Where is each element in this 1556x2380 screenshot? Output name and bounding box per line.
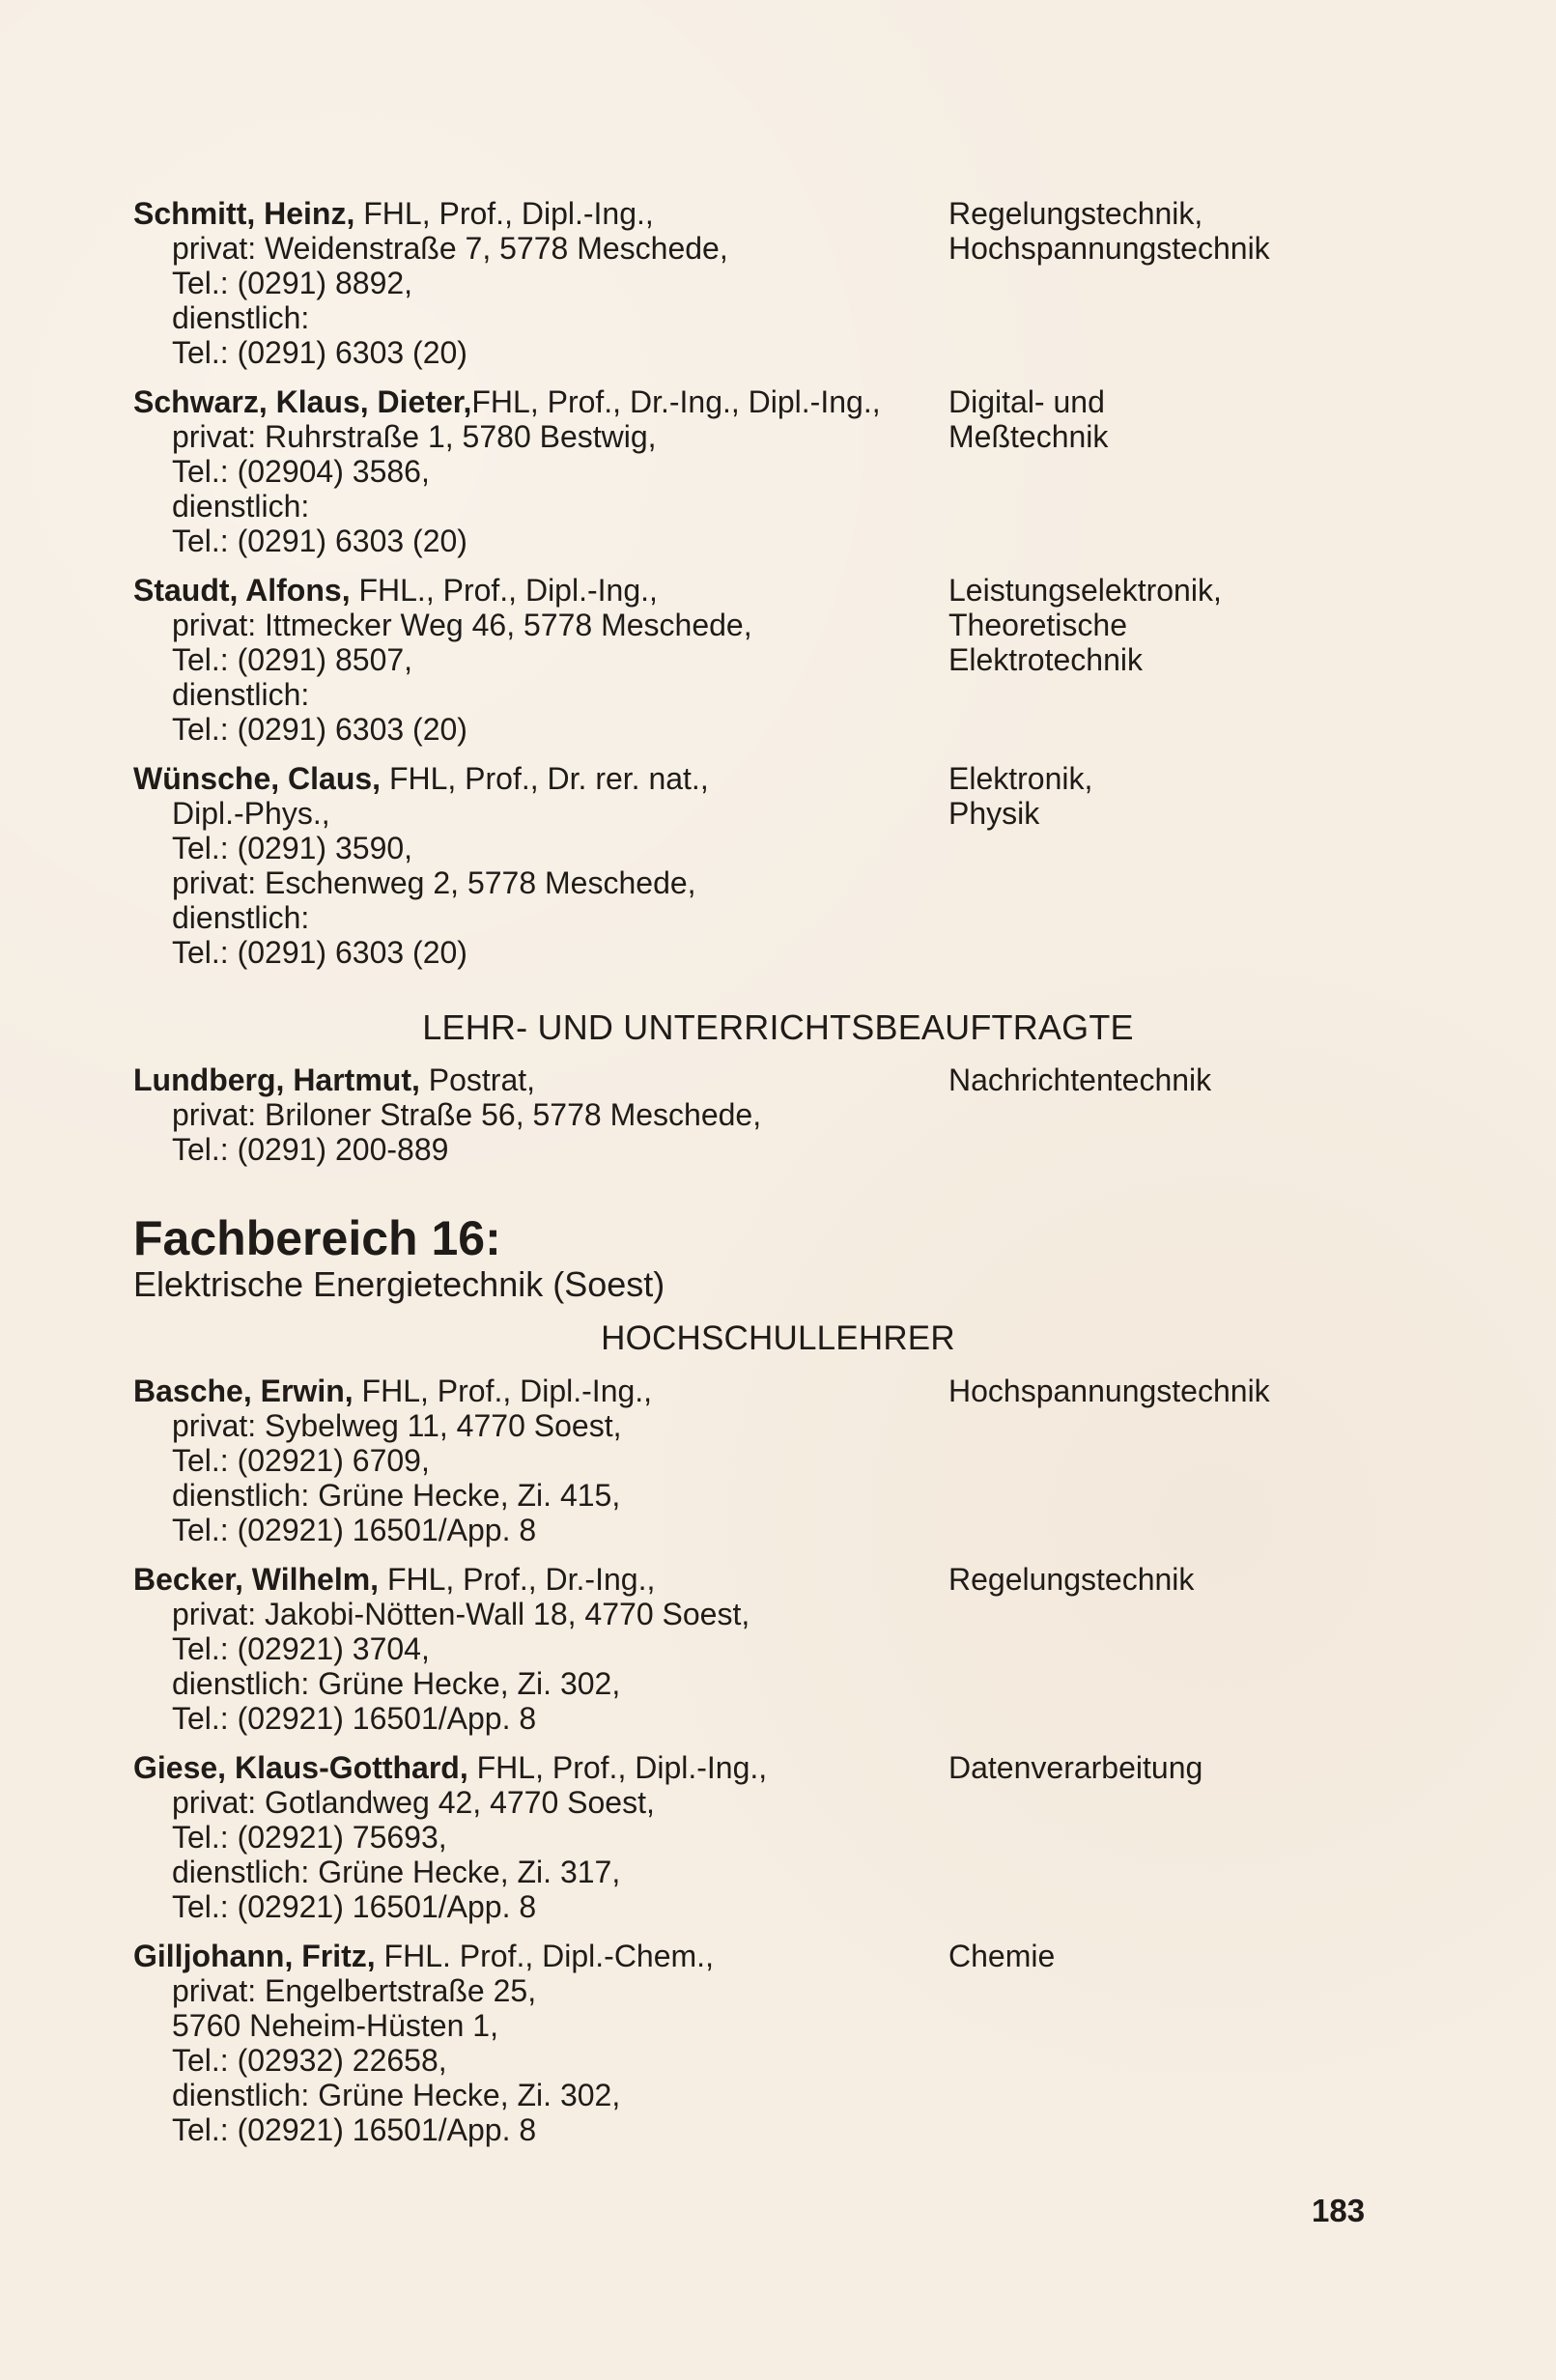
entry-line: privat: Sybelweg 11, 4770 Soest,: [172, 1408, 622, 1443]
person-title: Postrat,: [419, 1062, 536, 1097]
person-name: Gilljohann, Fritz,: [133, 1939, 376, 1973]
entry-line: Tel.: (02921) 3704,: [172, 1631, 430, 1666]
entry-head-line: [133, 1374, 925, 1408]
page-number: 183: [1312, 2193, 1366, 2228]
person-title: FHL, Prof., Dipl.-Ing.,: [354, 196, 654, 231]
subject-line: Hochspannungstechnik: [948, 231, 1270, 266]
subject-line: Regelungstechnik: [948, 1562, 1195, 1597]
entry-line: 5760 Neheim-Hüsten 1,: [172, 2008, 498, 2043]
subject-column: [948, 196, 1364, 266]
subject-line: Meßtechnik: [948, 419, 1109, 454]
subject-line: Digital- und: [948, 384, 1105, 419]
subject-line: Datenverarbeitung: [948, 1750, 1203, 1785]
entry-line: Tel.: (02921) 16501/App. 8: [172, 1513, 537, 1547]
entry-line: dienstlich: Grüne Hecke, Zi. 317,: [172, 1855, 621, 1889]
person-name: Lundberg, Hartmut,: [133, 1062, 420, 1097]
subject-column: [948, 1939, 1364, 1973]
person-name: Giese, Klaus-Gotthard,: [133, 1750, 468, 1785]
entry-line: dienstlich: Grüne Hecke, Zi. 415,: [172, 1478, 621, 1513]
entry-line: Tel.: (0291) 200-889: [172, 1132, 449, 1167]
entry-left-column: [133, 1374, 925, 1547]
person-title: FHL., Prof., Dipl.-Ing.,: [350, 573, 658, 608]
subject-column: [948, 1750, 1364, 1785]
entry-line: dienstlich: Grüne Hecke, Zi. 302,: [172, 1666, 621, 1701]
entry-line: Tel.: (0291) 3590,: [172, 831, 413, 865]
person-title: FHL, Prof., Dr. rer. nat.,: [381, 761, 709, 796]
person-title: FHL, Prof., Dipl.-Ing.,: [467, 1750, 768, 1785]
section-subtitle: Elektrische Energietechnik (Soest): [133, 1264, 665, 1304]
entry-line: Tel.: (0291) 8892,: [172, 266, 413, 300]
entry-left-column: [133, 196, 925, 370]
person-name: Becker, Wilhelm,: [133, 1562, 380, 1597]
person-title: FHL, Prof., Dr.-Ing.,: [379, 1562, 656, 1597]
entry-left-column: [133, 1750, 925, 1924]
hochschullehrer-heading: HOCHSCHULLEHRER: [601, 1319, 955, 1357]
entry-left-column: [133, 1562, 925, 1736]
person-title: FHL, Prof., Dr.-Ing., Dipl.-Ing.,: [471, 384, 881, 419]
subject-line: Theoretische: [948, 608, 1127, 642]
entry-head-line: [133, 1939, 925, 1973]
subject-line: Physik: [948, 796, 1040, 831]
person-name: Wünsche, Claus,: [133, 761, 382, 796]
person-title: FHL, Prof., Dipl.-Ing.,: [353, 1374, 653, 1408]
subject-line: Leistungselektronik,: [948, 573, 1222, 608]
subject-column: [948, 1062, 1364, 1097]
subject-line: Elektronik,: [948, 761, 1093, 796]
subject-column: [948, 1374, 1364, 1408]
entry-line: privat: Weidenstraße 7, 5778 Meschede,: [172, 231, 728, 266]
entry-head-line: [133, 573, 925, 608]
subject-column: [948, 384, 1364, 454]
entry-line: Tel.: (0291) 6303 (20): [172, 935, 467, 970]
entry-line: dienstlich:: [172, 489, 310, 524]
entry-line: Tel.: (02921) 16501/App. 8: [172, 1701, 537, 1736]
entry-line: Tel.: (02932) 22658,: [172, 2043, 447, 2078]
subject-line: Regelungstechnik,: [948, 196, 1203, 231]
entry-line: dienstlich:: [172, 677, 310, 712]
entry-line: Tel.: (0291) 6303 (20): [172, 712, 467, 747]
entry-left-column: [133, 384, 925, 558]
person-title: FHL. Prof., Dipl.-Chem.,: [375, 1939, 714, 1973]
entry-line: Tel.: (02921) 16501/App. 8: [172, 2112, 537, 2147]
subject-line: Nachrichtentechnik: [948, 1062, 1212, 1097]
entry-line: Tel.: (0291) 8507,: [172, 642, 413, 677]
person-name: Schmitt, Heinz,: [133, 196, 355, 231]
person-name: Basche, Erwin,: [133, 1374, 354, 1408]
subject-line: Hochspannungstechnik: [948, 1374, 1270, 1408]
entry-line: privat: Ittmecker Weg 46, 5778 Meschede,: [172, 608, 752, 642]
entry-line: Tel.: (0291) 6303 (20): [172, 335, 467, 370]
subject-column: [948, 573, 1364, 677]
entry-line: dienstlich: Grüne Hecke, Zi. 302,: [172, 2078, 621, 2112]
entry-line: dienstlich:: [172, 900, 310, 935]
entry-line: Tel.: (02921) 16501/App. 8: [172, 1889, 537, 1924]
entry-left-column: [133, 573, 925, 747]
subject-line: Chemie: [948, 1939, 1056, 1973]
lehrbeauftragte-heading: LEHR- UND UNTERRICHTSBEAUFTRAGTE: [422, 1007, 1134, 1047]
subject-column: [948, 761, 1364, 831]
entry-head-line: [133, 1062, 925, 1097]
entry-head-line: [133, 1750, 925, 1785]
entry-head-line: [133, 384, 925, 419]
entry-line: privat: Gotlandweg 42, 4770 Soest,: [172, 1785, 655, 1820]
entry-head-line: [133, 761, 925, 796]
entry-head-line: [133, 1562, 925, 1597]
person-name: Schwarz, Klaus, Dieter,: [133, 384, 472, 419]
section-title: Fachbereich 16:: [133, 1211, 501, 1265]
entry-left-column: [133, 1062, 925, 1167]
entry-line: Tel.: (02921) 6709,: [172, 1443, 430, 1478]
entry-line: privat: Ruhrstraße 1, 5780 Bestwig,: [172, 419, 657, 454]
entry-line: privat: Briloner Straße 56, 5778 Meschede,: [172, 1097, 762, 1132]
subject-line: Elektrotechnik: [948, 642, 1143, 677]
entry-head-line: [133, 196, 925, 231]
entry-line: privat: Engelbertstraße 25,: [172, 1973, 537, 2008]
entry-line: Tel.: (02904) 3586,: [172, 454, 430, 489]
subject-column: [948, 1562, 1364, 1597]
entry-line: dienstlich:: [172, 300, 310, 335]
entry-left-column: [133, 1939, 925, 2147]
person-name: Staudt, Alfons,: [133, 573, 351, 608]
entry-line: privat: Eschenweg 2, 5778 Meschede,: [172, 865, 696, 900]
entry-line: privat: Jakobi-Nötten-Wall 18, 4770 Soest,: [172, 1597, 750, 1631]
entry-line: Tel.: (02921) 75693,: [172, 1820, 447, 1855]
entry-line: Dipl.-Phys.,: [172, 796, 330, 831]
entry-left-column: [133, 761, 925, 970]
entry-line: Tel.: (0291) 6303 (20): [172, 524, 467, 558]
